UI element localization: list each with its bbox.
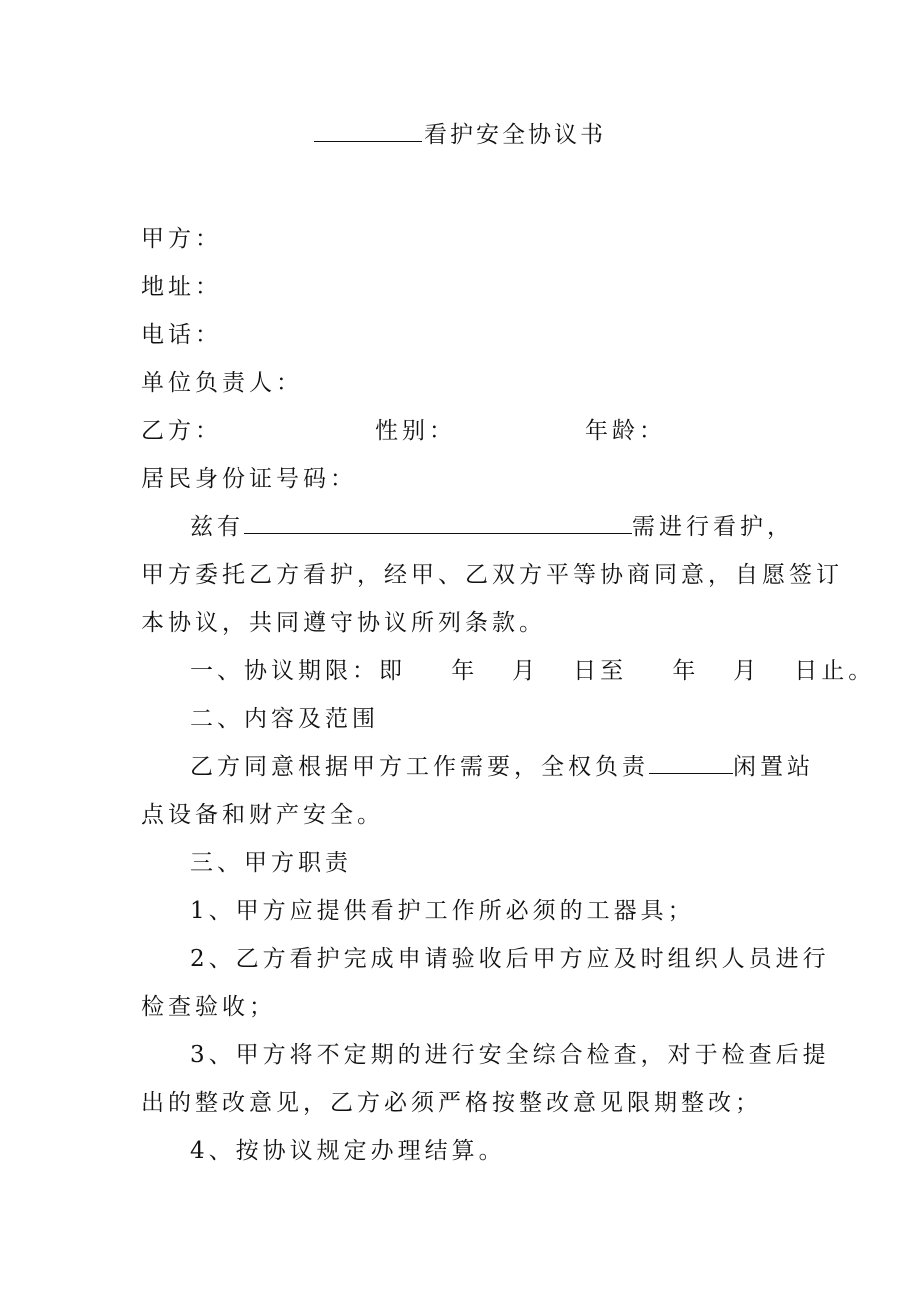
section2-line-2: 点设备和财产安全。: [141, 802, 384, 828]
section2-line-1: [190, 748, 814, 781]
section2-heading: 二、内容及范围: [190, 706, 379, 732]
section3-item-3-line-2: 出的整改意见，乙方必须严格按整改意见限期整改；: [141, 1090, 762, 1116]
phone-label: 电话：: [141, 322, 222, 348]
intro-suffix: 需进行看护，: [632, 514, 794, 540]
intro-line-2: 甲方委托乙方看护，经甲、乙双方平等协商同意，自愿签订: [141, 562, 843, 588]
intro-prefix: 兹有: [190, 514, 244, 540]
section1-term: 一、协议期限：即 年 月 日至 年 月 日止。: [190, 658, 876, 684]
section3-item-2-line-2: 检查验收；: [141, 994, 276, 1020]
address-label: 地址：: [141, 274, 222, 300]
document-title: [0, 116, 920, 149]
section2-suffix: 闲置站: [733, 754, 814, 780]
age-label: 年龄：: [585, 418, 666, 444]
title-blank-line: [314, 121, 422, 142]
intro-line-3: 本协议，共同遵守协议所列条款。: [141, 610, 546, 636]
section3-item-3-line-1: 3、甲方将不定期的进行安全综合检查，对于检查后提: [190, 1042, 830, 1068]
title-text: 看护安全协议书: [424, 122, 606, 148]
section2-prefix: 乙方同意根据甲方工作需要，全权负责: [190, 754, 649, 780]
intro-line-1: [190, 508, 794, 541]
section3-item-2-line-1: 2、乙方看护完成申请验收后甲方应及时组织人员进行: [190, 946, 830, 972]
section3-item-4: 4、按协议规定办理结算。: [190, 1138, 506, 1164]
gender-label: 性别：: [375, 418, 456, 444]
section3-item-1: 1、甲方应提供看护工作所必须的工器具；: [190, 898, 695, 924]
id-number-label: 居民身份证号码：: [141, 466, 357, 492]
person-in-charge-label: 单位负责人：: [141, 370, 303, 396]
section3-heading: 三、甲方职责: [190, 850, 352, 876]
party-a-label: 甲方：: [141, 226, 222, 252]
section2-blank-line: [649, 751, 733, 774]
intro-blank-line: [244, 511, 632, 534]
party-b-label: 乙方：: [141, 418, 222, 444]
